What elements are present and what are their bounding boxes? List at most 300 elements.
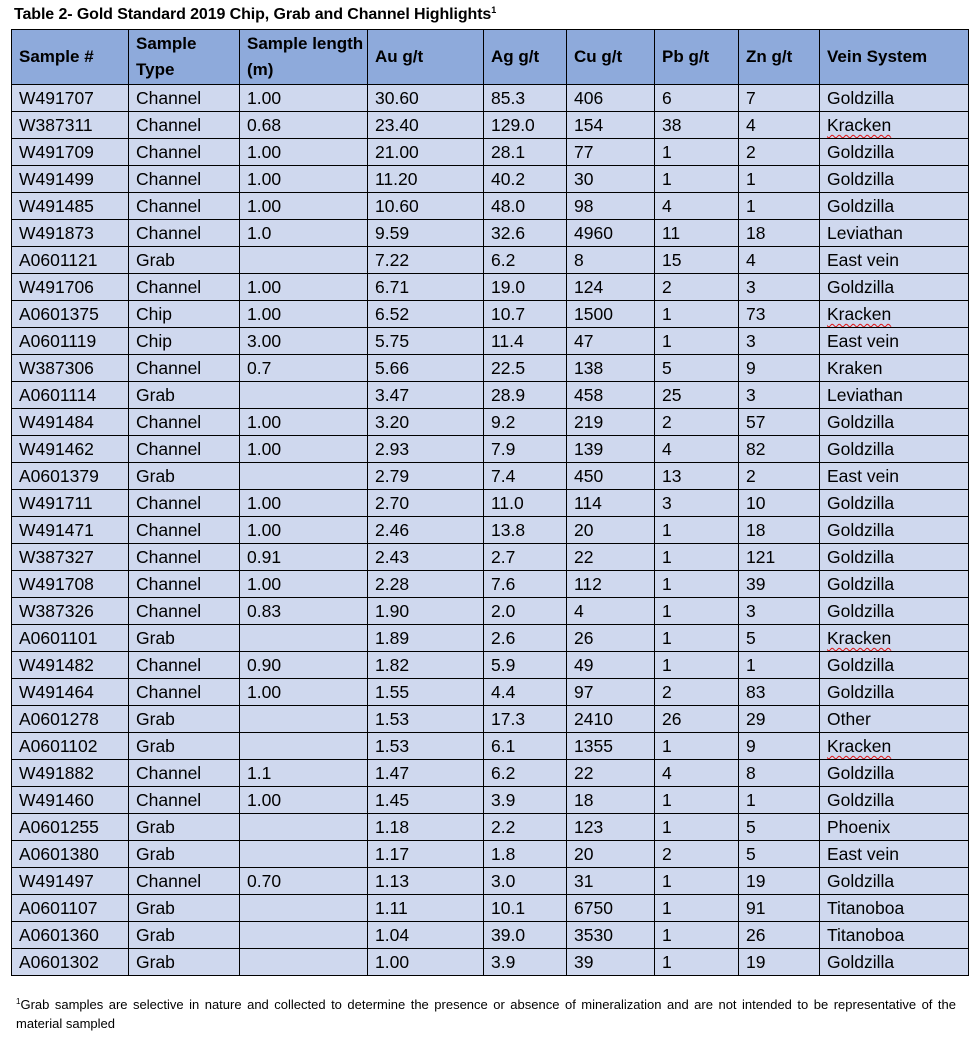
cell-vein-system	[820, 274, 969, 301]
cell-au: 10.60	[368, 193, 484, 220]
header-sample-type: Sample Type	[129, 30, 240, 85]
header-vein-system: Vein System	[820, 30, 969, 85]
cell-au: 3.20	[368, 409, 484, 436]
cell-cu: 20	[567, 841, 655, 868]
cell-sample-length	[240, 841, 368, 868]
cell-sample-number: W491482	[12, 652, 129, 679]
cell-au: 1.89	[368, 625, 484, 652]
header-sample-number: Sample #	[12, 30, 129, 85]
cell-zn: 5	[739, 841, 820, 868]
cell-cu: 31	[567, 868, 655, 895]
cell-sample-number: A0601101	[12, 625, 129, 652]
cell-sample-length: 0.91	[240, 544, 368, 571]
cell-sample-type: Grab	[129, 733, 240, 760]
cell-sample-length: 0.90	[240, 652, 368, 679]
cell-cu: 124	[567, 274, 655, 301]
cell-ag: 1.8	[484, 841, 567, 868]
cell-ag: 6.1	[484, 733, 567, 760]
cell-sample-number: W491464	[12, 679, 129, 706]
cell-sample-number: W491707	[12, 85, 129, 112]
cell-pb: 1	[655, 949, 739, 976]
table-row	[12, 328, 969, 355]
cell-cu: 139	[567, 436, 655, 463]
table-row	[12, 760, 969, 787]
vein-system-label: Kracken	[827, 736, 892, 756]
footnote-text: Grab samples are selective in nature and collected to determine the presence or absence of mineralization and are not intended to be representative of the material sampled	[16, 997, 956, 1031]
cell-ag: 28.1	[484, 139, 567, 166]
cell-ag: 2.6	[484, 625, 567, 652]
cell-vein-system	[820, 625, 969, 652]
cell-ag: 13.8	[484, 517, 567, 544]
cell-ag: 5.9	[484, 652, 567, 679]
cell-sample-number: A0601102	[12, 733, 129, 760]
cell-zn: 82	[739, 436, 820, 463]
cell-sample-type: Channel	[129, 517, 240, 544]
cell-vein-system	[820, 193, 969, 220]
cell-sample-type: Channel	[129, 868, 240, 895]
table-row	[12, 598, 969, 625]
table-row	[12, 868, 969, 895]
cell-vein-system	[820, 301, 969, 328]
vein-system-label: Goldzilla	[827, 763, 895, 783]
cell-pb: 1	[655, 571, 739, 598]
cell-sample-length: 0.7	[240, 355, 368, 382]
vein-system-label: Goldzilla	[827, 493, 895, 513]
vein-system-label: Goldzilla	[827, 547, 895, 567]
cell-vein-system	[820, 112, 969, 139]
cell-ag: 39.0	[484, 922, 567, 949]
cell-sample-type: Channel	[129, 598, 240, 625]
cell-zn: 10	[739, 490, 820, 517]
cell-sample-type: Grab	[129, 706, 240, 733]
cell-sample-length: 1.00	[240, 166, 368, 193]
cell-sample-length: 1.00	[240, 436, 368, 463]
cell-au: 11.20	[368, 166, 484, 193]
cell-zn: 1	[739, 652, 820, 679]
cell-au: 2.46	[368, 517, 484, 544]
cell-pb: 1	[655, 598, 739, 625]
header-sample-length: Sample length (m)	[240, 30, 368, 85]
cell-vein-system	[820, 382, 969, 409]
cell-sample-number: W491709	[12, 139, 129, 166]
cell-sample-type: Channel	[129, 409, 240, 436]
vein-system-label: Titanoboa	[827, 898, 905, 918]
cell-au: 2.28	[368, 571, 484, 598]
cell-sample-length: 1.00	[240, 85, 368, 112]
cell-sample-type: Channel	[129, 112, 240, 139]
cell-cu: 39	[567, 949, 655, 976]
table-row	[12, 841, 969, 868]
cell-sample-length	[240, 706, 368, 733]
cell-sample-number: A0601379	[12, 463, 129, 490]
cell-vein-system	[820, 706, 969, 733]
table-row	[12, 895, 969, 922]
cell-ag: 3.9	[484, 949, 567, 976]
cell-pb: 1	[655, 625, 739, 652]
cell-au: 30.60	[368, 85, 484, 112]
cell-cu: 154	[567, 112, 655, 139]
cell-sample-length: 1.00	[240, 787, 368, 814]
cell-cu: 77	[567, 139, 655, 166]
cell-sample-length	[240, 247, 368, 274]
cell-sample-number: A0601375	[12, 301, 129, 328]
cell-pb: 1	[655, 814, 739, 841]
cell-zn: 9	[739, 355, 820, 382]
table-row	[12, 436, 969, 463]
cell-vein-system	[820, 571, 969, 598]
cell-pb: 13	[655, 463, 739, 490]
cell-au: 7.22	[368, 247, 484, 274]
vein-system-label: Goldzilla	[827, 142, 895, 162]
cell-ag: 7.9	[484, 436, 567, 463]
footnote	[16, 992, 956, 1033]
table-row	[12, 490, 969, 517]
cell-ag: 48.0	[484, 193, 567, 220]
cell-ag: 11.4	[484, 328, 567, 355]
cell-sample-number: A0601302	[12, 949, 129, 976]
table-row	[12, 166, 969, 193]
cell-sample-number: W491460	[12, 787, 129, 814]
cell-sample-type: Channel	[129, 193, 240, 220]
table-row	[12, 787, 969, 814]
cell-vein-system	[820, 436, 969, 463]
cell-zn: 1	[739, 166, 820, 193]
cell-ag: 2.2	[484, 814, 567, 841]
cell-pb: 1	[655, 301, 739, 328]
vein-system-label: East vein	[827, 331, 899, 351]
cell-ag: 7.6	[484, 571, 567, 598]
cell-vein-system	[820, 166, 969, 193]
cell-cu: 1355	[567, 733, 655, 760]
cell-sample-type: Channel	[129, 274, 240, 301]
table-row	[12, 733, 969, 760]
cell-pb: 1	[655, 868, 739, 895]
cell-ag: 129.0	[484, 112, 567, 139]
table-title-text: Table 2- Gold Standard 2019 Chip, Grab and Channel Highlights	[14, 6, 492, 23]
cell-sample-type: Grab	[129, 841, 240, 868]
cell-sample-length: 1.00	[240, 517, 368, 544]
cell-sample-length: 1.0	[240, 220, 368, 247]
cell-sample-number: W387311	[12, 112, 129, 139]
vein-system-label: Goldzilla	[827, 655, 895, 675]
table-body	[12, 85, 969, 976]
cell-pb: 26	[655, 706, 739, 733]
cell-vein-system	[820, 409, 969, 436]
cell-sample-type: Channel	[129, 139, 240, 166]
cell-sample-number: A0601114	[12, 382, 129, 409]
cell-pb: 1	[655, 733, 739, 760]
cell-zn: 2	[739, 463, 820, 490]
cell-sample-type: Channel	[129, 679, 240, 706]
cell-zn: 19	[739, 868, 820, 895]
cell-au: 1.82	[368, 652, 484, 679]
table-title	[14, 5, 496, 24]
cell-pb: 1	[655, 922, 739, 949]
cell-sample-number: A0601107	[12, 895, 129, 922]
cell-cu: 2410	[567, 706, 655, 733]
cell-vein-system	[820, 490, 969, 517]
cell-cu: 6750	[567, 895, 655, 922]
cell-cu: 20	[567, 517, 655, 544]
cell-zn: 8	[739, 760, 820, 787]
cell-sample-length: 0.68	[240, 112, 368, 139]
vein-system-label: Goldzilla	[827, 169, 895, 189]
vein-system-label: Goldzilla	[827, 682, 895, 702]
vein-system-label: Goldzilla	[827, 952, 895, 972]
table-row	[12, 112, 969, 139]
cell-ag: 10.7	[484, 301, 567, 328]
cell-sample-length	[240, 382, 368, 409]
cell-sample-type: Channel	[129, 571, 240, 598]
cell-sample-number: W491711	[12, 490, 129, 517]
cell-vein-system	[820, 85, 969, 112]
cell-sample-number: W491706	[12, 274, 129, 301]
cell-vein-system	[820, 814, 969, 841]
vein-system-label: Goldzilla	[827, 790, 895, 810]
cell-sample-type: Channel	[129, 787, 240, 814]
cell-zn: 4	[739, 247, 820, 274]
cell-sample-number: W491462	[12, 436, 129, 463]
cell-zn: 19	[739, 949, 820, 976]
cell-cu: 97	[567, 679, 655, 706]
cell-sample-length: 1.00	[240, 490, 368, 517]
table-row	[12, 949, 969, 976]
cell-cu: 30	[567, 166, 655, 193]
cell-sample-type: Grab	[129, 922, 240, 949]
cell-sample-length	[240, 922, 368, 949]
cell-ag: 10.1	[484, 895, 567, 922]
cell-zn: 1	[739, 193, 820, 220]
cell-cu: 138	[567, 355, 655, 382]
cell-cu: 4	[567, 598, 655, 625]
cell-sample-number: W491708	[12, 571, 129, 598]
cell-pb: 38	[655, 112, 739, 139]
cell-ag: 4.4	[484, 679, 567, 706]
cell-sample-length: 1.00	[240, 274, 368, 301]
vein-system-label: Kracken	[827, 115, 892, 135]
cell-vein-system	[820, 355, 969, 382]
table-row	[12, 706, 969, 733]
cell-ag: 6.2	[484, 760, 567, 787]
cell-zn: 3	[739, 382, 820, 409]
cell-ag: 9.2	[484, 409, 567, 436]
table-row	[12, 220, 969, 247]
cell-sample-number: A0601360	[12, 922, 129, 949]
cell-ag: 19.0	[484, 274, 567, 301]
cell-pb: 1	[655, 544, 739, 571]
cell-ag: 40.2	[484, 166, 567, 193]
cell-zn: 18	[739, 517, 820, 544]
cell-sample-type: Grab	[129, 814, 240, 841]
header-au: Au g/t	[368, 30, 484, 85]
cell-au: 6.71	[368, 274, 484, 301]
cell-pb: 2	[655, 409, 739, 436]
cell-zn: 3	[739, 328, 820, 355]
cell-vein-system	[820, 517, 969, 544]
vein-system-label: Goldzilla	[827, 601, 895, 621]
cell-pb: 1	[655, 652, 739, 679]
cell-cu: 114	[567, 490, 655, 517]
cell-sample-number: A0601121	[12, 247, 129, 274]
cell-sample-type: Grab	[129, 463, 240, 490]
cell-sample-length	[240, 463, 368, 490]
cell-sample-type: Channel	[129, 355, 240, 382]
header-ag: Ag g/t	[484, 30, 567, 85]
header-cu: Cu g/t	[567, 30, 655, 85]
cell-au: 2.70	[368, 490, 484, 517]
cell-au: 3.47	[368, 382, 484, 409]
cell-sample-type: Grab	[129, 247, 240, 274]
vein-system-label: East vein	[827, 844, 899, 864]
cell-zn: 1	[739, 787, 820, 814]
table-row	[12, 652, 969, 679]
cell-cu: 47	[567, 328, 655, 355]
cell-ag: 32.6	[484, 220, 567, 247]
cell-zn: 18	[739, 220, 820, 247]
cell-vein-system	[820, 841, 969, 868]
cell-sample-length: 1.00	[240, 193, 368, 220]
cell-vein-system	[820, 787, 969, 814]
cell-cu: 3530	[567, 922, 655, 949]
cell-ag: 2.7	[484, 544, 567, 571]
cell-sample-length: 1.00	[240, 571, 368, 598]
table-row	[12, 679, 969, 706]
cell-sample-number: A0601255	[12, 814, 129, 841]
cell-pb: 1	[655, 166, 739, 193]
cell-pb: 2	[655, 841, 739, 868]
cell-au: 1.17	[368, 841, 484, 868]
cell-sample-length: 0.70	[240, 868, 368, 895]
cell-sample-number: W387326	[12, 598, 129, 625]
cell-sample-type: Channel	[129, 436, 240, 463]
cell-sample-type: Channel	[129, 85, 240, 112]
vein-system-label: Other	[827, 709, 871, 729]
cell-pb: 4	[655, 436, 739, 463]
cell-vein-system	[820, 679, 969, 706]
cell-vein-system	[820, 328, 969, 355]
cell-cu: 49	[567, 652, 655, 679]
cell-zn: 4	[739, 112, 820, 139]
cell-pb: 15	[655, 247, 739, 274]
cell-zn: 3	[739, 274, 820, 301]
cell-pb: 1	[655, 895, 739, 922]
cell-ag: 7.4	[484, 463, 567, 490]
table-row	[12, 301, 969, 328]
cell-au: 2.93	[368, 436, 484, 463]
table-row	[12, 193, 969, 220]
cell-zn: 5	[739, 814, 820, 841]
cell-pb: 4	[655, 760, 739, 787]
cell-au: 2.43	[368, 544, 484, 571]
cell-zn: 9	[739, 733, 820, 760]
cell-cu: 458	[567, 382, 655, 409]
table-row	[12, 247, 969, 274]
cell-sample-length	[240, 949, 368, 976]
cell-cu: 26	[567, 625, 655, 652]
cell-sample-type: Grab	[129, 625, 240, 652]
cell-ag: 28.9	[484, 382, 567, 409]
cell-sample-type: Channel	[129, 220, 240, 247]
vein-system-label: Titanoboa	[827, 925, 905, 945]
cell-au: 1.90	[368, 598, 484, 625]
cell-pb: 1	[655, 328, 739, 355]
cell-sample-type: Channel	[129, 166, 240, 193]
table-row	[12, 274, 969, 301]
cell-zn: 73	[739, 301, 820, 328]
cell-au: 1.04	[368, 922, 484, 949]
vein-system-label: East vein	[827, 250, 899, 270]
cell-pb: 1	[655, 139, 739, 166]
cell-sample-type: Grab	[129, 382, 240, 409]
cell-sample-type: Channel	[129, 490, 240, 517]
cell-sample-length	[240, 733, 368, 760]
cell-sample-number: W491499	[12, 166, 129, 193]
cell-zn: 26	[739, 922, 820, 949]
cell-au: 6.52	[368, 301, 484, 328]
cell-au: 1.18	[368, 814, 484, 841]
table-row	[12, 85, 969, 112]
cell-pb: 2	[655, 274, 739, 301]
cell-sample-length	[240, 625, 368, 652]
table-row	[12, 625, 969, 652]
cell-au: 23.40	[368, 112, 484, 139]
vein-system-label: Goldzilla	[827, 88, 895, 108]
cell-zn: 121	[739, 544, 820, 571]
cell-ag: 6.2	[484, 247, 567, 274]
table-row	[12, 463, 969, 490]
vein-system-label: Goldzilla	[827, 277, 895, 297]
cell-cu: 22	[567, 544, 655, 571]
cell-sample-type: Channel	[129, 544, 240, 571]
table-row	[12, 517, 969, 544]
cell-au: 2.79	[368, 463, 484, 490]
cell-ag: 3.0	[484, 868, 567, 895]
cell-sample-length: 3.00	[240, 328, 368, 355]
cell-zn: 3	[739, 598, 820, 625]
cell-cu: 8	[567, 247, 655, 274]
cell-vein-system	[820, 139, 969, 166]
vein-system-label: Kraken	[827, 358, 883, 378]
table-row	[12, 814, 969, 841]
cell-pb: 25	[655, 382, 739, 409]
cell-vein-system	[820, 733, 969, 760]
cell-sample-number: W491484	[12, 409, 129, 436]
cell-sample-length: 1.00	[240, 409, 368, 436]
cell-sample-length: 1.00	[240, 139, 368, 166]
cell-au: 21.00	[368, 139, 484, 166]
cell-au: 1.55	[368, 679, 484, 706]
cell-sample-number: W491485	[12, 193, 129, 220]
vein-system-label: Goldzilla	[827, 196, 895, 216]
table-header-row	[12, 30, 969, 85]
table-row	[12, 139, 969, 166]
cell-vein-system	[820, 895, 969, 922]
cell-zn: 5	[739, 625, 820, 652]
cell-vein-system	[820, 220, 969, 247]
vein-system-label: Leviathan	[827, 223, 903, 243]
cell-pb: 6	[655, 85, 739, 112]
cell-au: 1.11	[368, 895, 484, 922]
cell-zn: 57	[739, 409, 820, 436]
cell-au: 5.66	[368, 355, 484, 382]
vein-system-label: Goldzilla	[827, 412, 895, 432]
cell-sample-type: Chip	[129, 328, 240, 355]
cell-sample-length: 0.83	[240, 598, 368, 625]
cell-cu: 123	[567, 814, 655, 841]
cell-zn: 2	[739, 139, 820, 166]
cell-sample-number: W491882	[12, 760, 129, 787]
vein-system-label: Goldzilla	[827, 574, 895, 594]
